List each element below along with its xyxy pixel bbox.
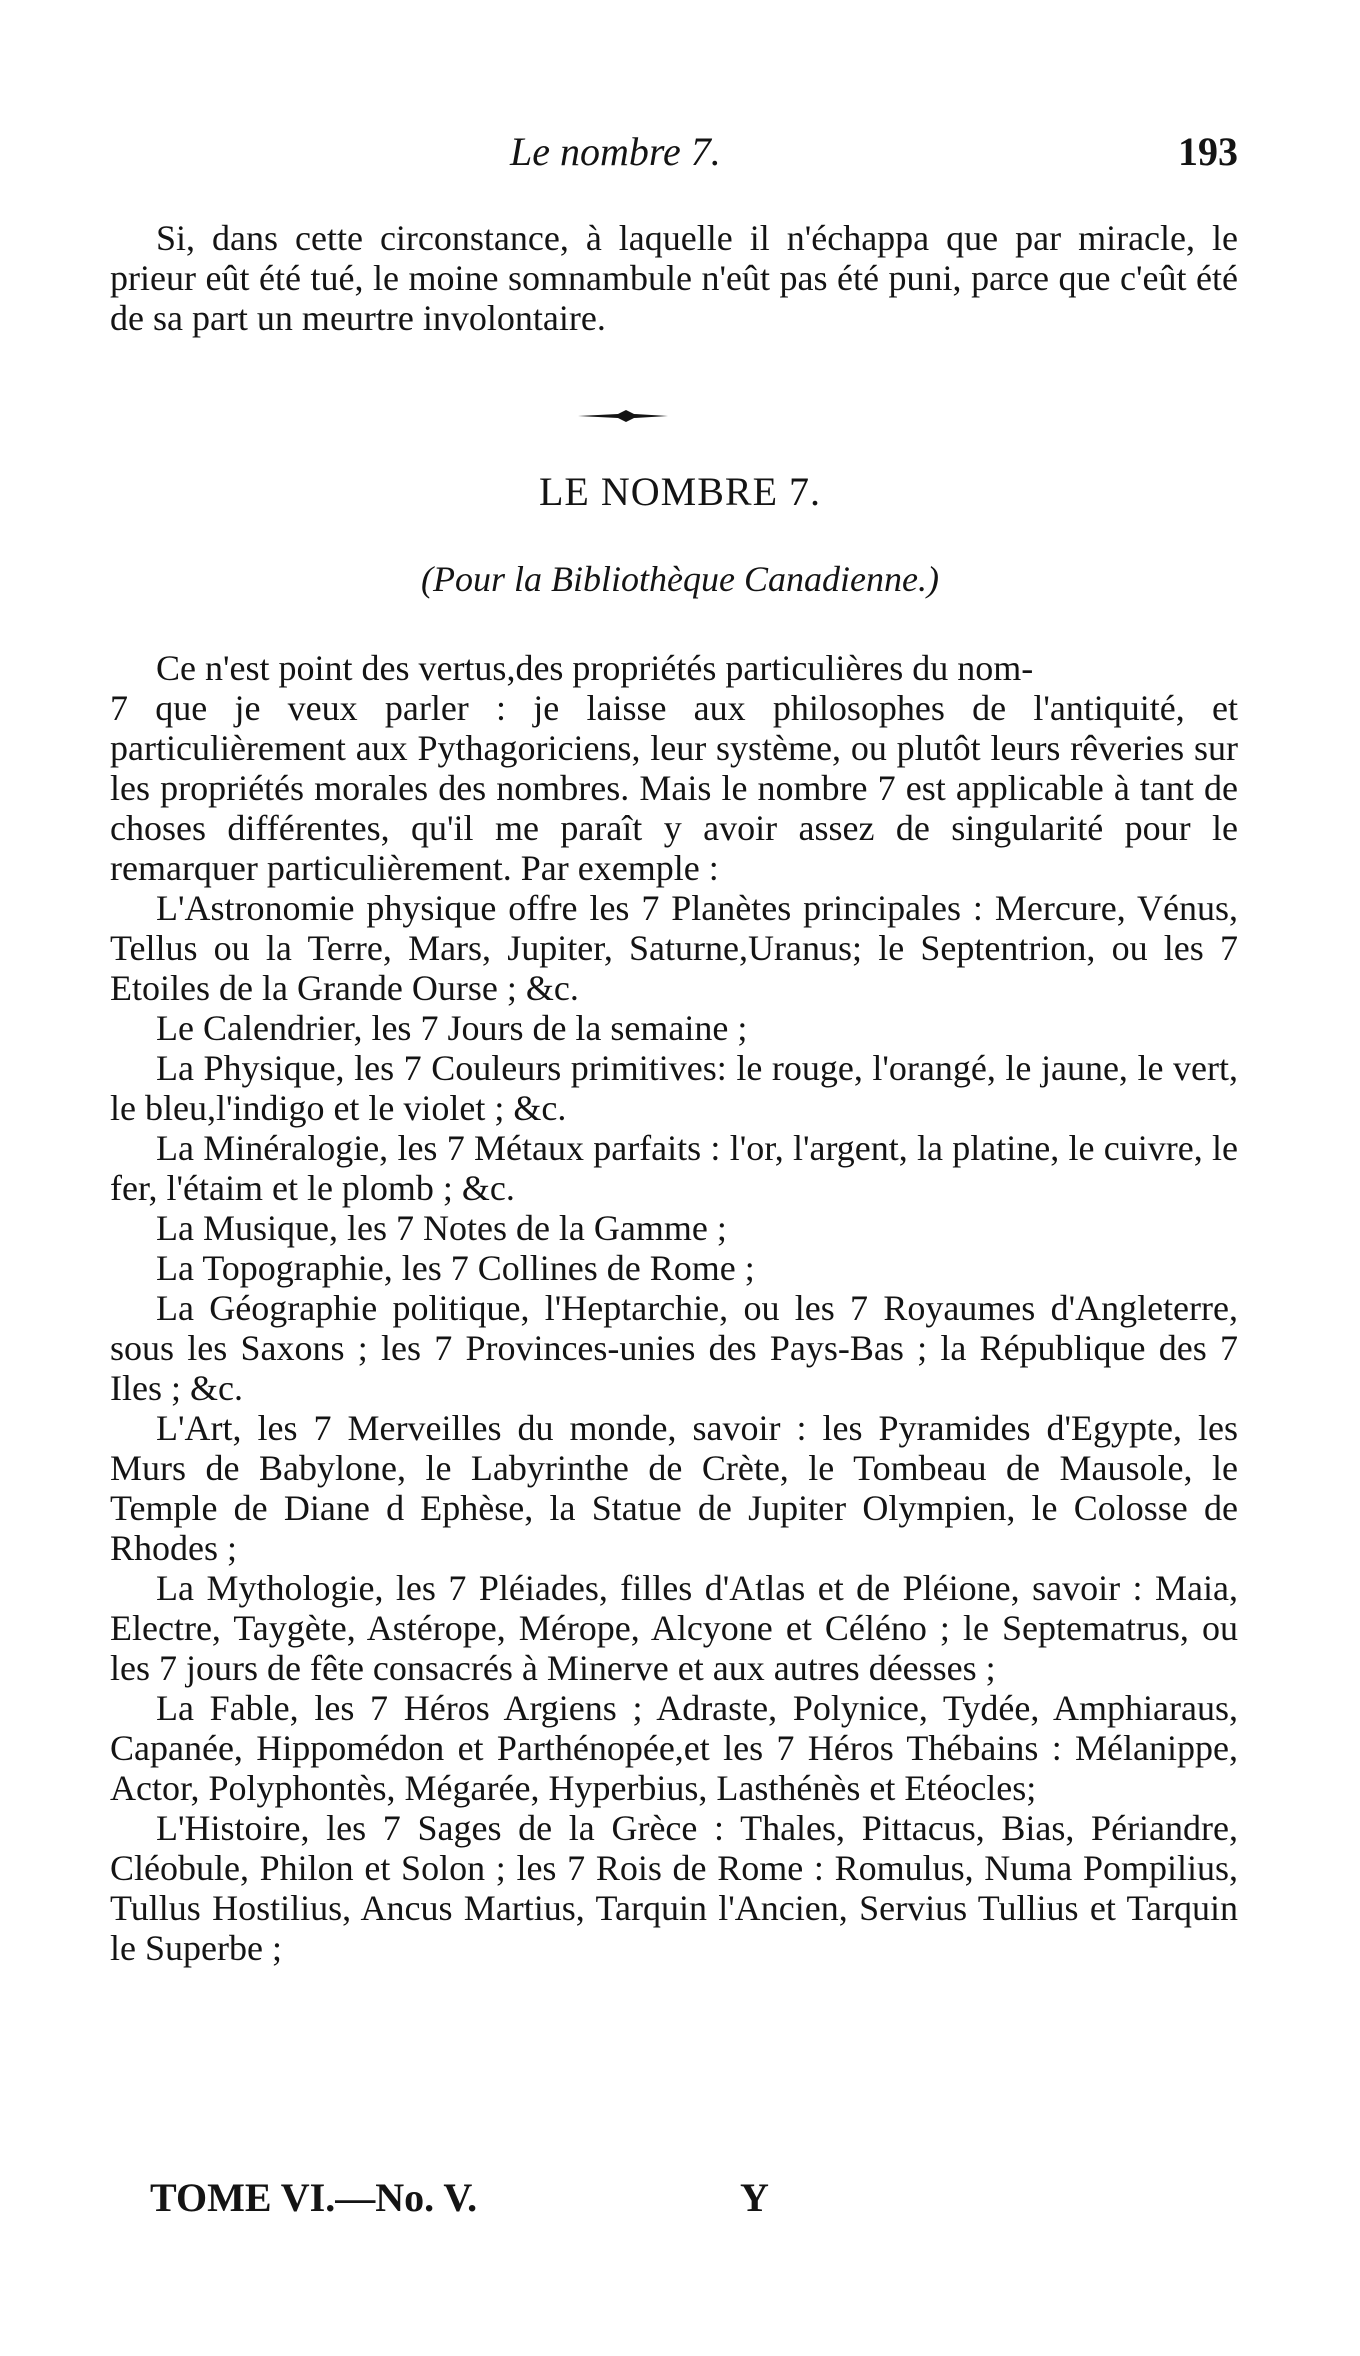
article-body bbox=[110, 648, 1238, 1968]
paragraph-mineralogie: La Minéralogie, les 7 Métaux parfaits : l'or, l'argent, la platine, le cuivre, le fer, l'étaim et le plomb ; &c. bbox=[110, 1128, 1238, 1208]
paragraph-histoire: L'Histoire, les 7 Sages de la Grèce : Thales, Pittacus, Bias, Périandre, Cléobule, Philon et Solon ; les 7 Rois de Rome : Romulus, Numa Pompilius, Tullus Hostilius, Ancus Martius, Tarquin l'Ancien, Servius Tullius et Tarquin le Superbe ; bbox=[110, 1808, 1238, 1968]
running-title: Le nombre 7. bbox=[510, 129, 721, 174]
paragraph-mythologie: La Mythologie, les 7 Pléiades, filles d'Atlas et de Pléione, savoir : Maia, Electre, Taygète, Astérope, Mérope, Alcyone et Céléno ; le Septematrus, ou les 7 jours de fête consacrés à Minerve et aux autres déesses ; bbox=[110, 1568, 1238, 1688]
page-header bbox=[110, 128, 1238, 178]
paragraph-art: L'Art, les 7 Merveilles du monde, savoir : les Pyramides d'Egypte, les Murs de Babylone, le Labyrinthe de Crète, le Tombeau de Mausole, le Temple de Diane d Ephèse, la Statue de Jupiter Olympien, le Colosse de Rhodes ; bbox=[110, 1408, 1238, 1568]
volume-signature: TOME VI.—No. V. bbox=[150, 2175, 478, 2220]
paragraph-topographie: La Topographie, les 7 Collines de Rome ; bbox=[156, 1248, 755, 1288]
article-subheading: (Pour la Bibliothèque Canadienne.) bbox=[421, 559, 939, 599]
paragraph-calendrier: Le Calendrier, les 7 Jours de la semaine ; bbox=[156, 1008, 748, 1048]
intro-paragraph-block bbox=[110, 218, 1238, 338]
paragraph-opening-continuation: 7 que je veux parler : je laisse aux philosophes de l'antiquité, et particulièrement aux Pythagoriciens, leur système, ou plutôt leurs rêveries sur les propriétés morales des nombres. Mais le nombre 7 est applicable à tant de choses différentes, qu'il me paraît y avoir assez de singularité pour le remarquer particulièrement. Par exemple : bbox=[110, 688, 1238, 888]
ornament-rule-icon bbox=[578, 408, 668, 424]
paragraph-opening: Ce n'est point des vertus,des propriétés particulières du nom- bbox=[156, 648, 1034, 688]
paragraph-geographie: La Géographie politique, l'Heptarchie, ou les 7 Royaumes d'Angleterre, sous les Saxons ; les 7 Provinces-unies des Pays-Bas ; la République des 7 Iles ; &c. bbox=[110, 1288, 1238, 1408]
page-footer bbox=[150, 2174, 1150, 2224]
intro-paragraph: Si, dans cette circonstance, à laquelle il n'échappa que par miracle, le prieur eût été tué, le moine somnambule n'eût pas été puni, parce que c'eût été de sa part un meurtre involontaire. bbox=[110, 218, 1238, 338]
paragraph-musique: La Musique, les 7 Notes de la Gamme ; bbox=[156, 1208, 727, 1248]
sheet-signature: Y bbox=[740, 2175, 769, 2220]
paragraph-fable: La Fable, les 7 Héros Argiens ; Adraste, Polynice, Tydée, Amphiaraus, Capanée, Hippomédon et Parthénopée,et les 7 Héros Thébains : Mélanippe, Actor, Polyphontès, Mégarée, Hyperbius, Lasthénès et Etéocles; bbox=[110, 1688, 1238, 1808]
article-heading: LE NOMBRE 7. bbox=[539, 469, 821, 514]
page-number: 193 bbox=[1178, 129, 1238, 174]
paragraph-physique: La Physique, les 7 Couleurs primitives: le rouge, l'orangé, le jaune, le vert, le bleu,l'indigo et le violet ; &c. bbox=[110, 1048, 1238, 1128]
paragraph-astronomie: L'Astronomie physique offre les 7 Planètes principales : Mercure, Vénus, Tellus ou la Terre, Mars, Jupiter, Saturne,Uranus; le Septentrion, ou les 7 Etoiles de la Grande Ourse ; &c. bbox=[110, 888, 1238, 1008]
